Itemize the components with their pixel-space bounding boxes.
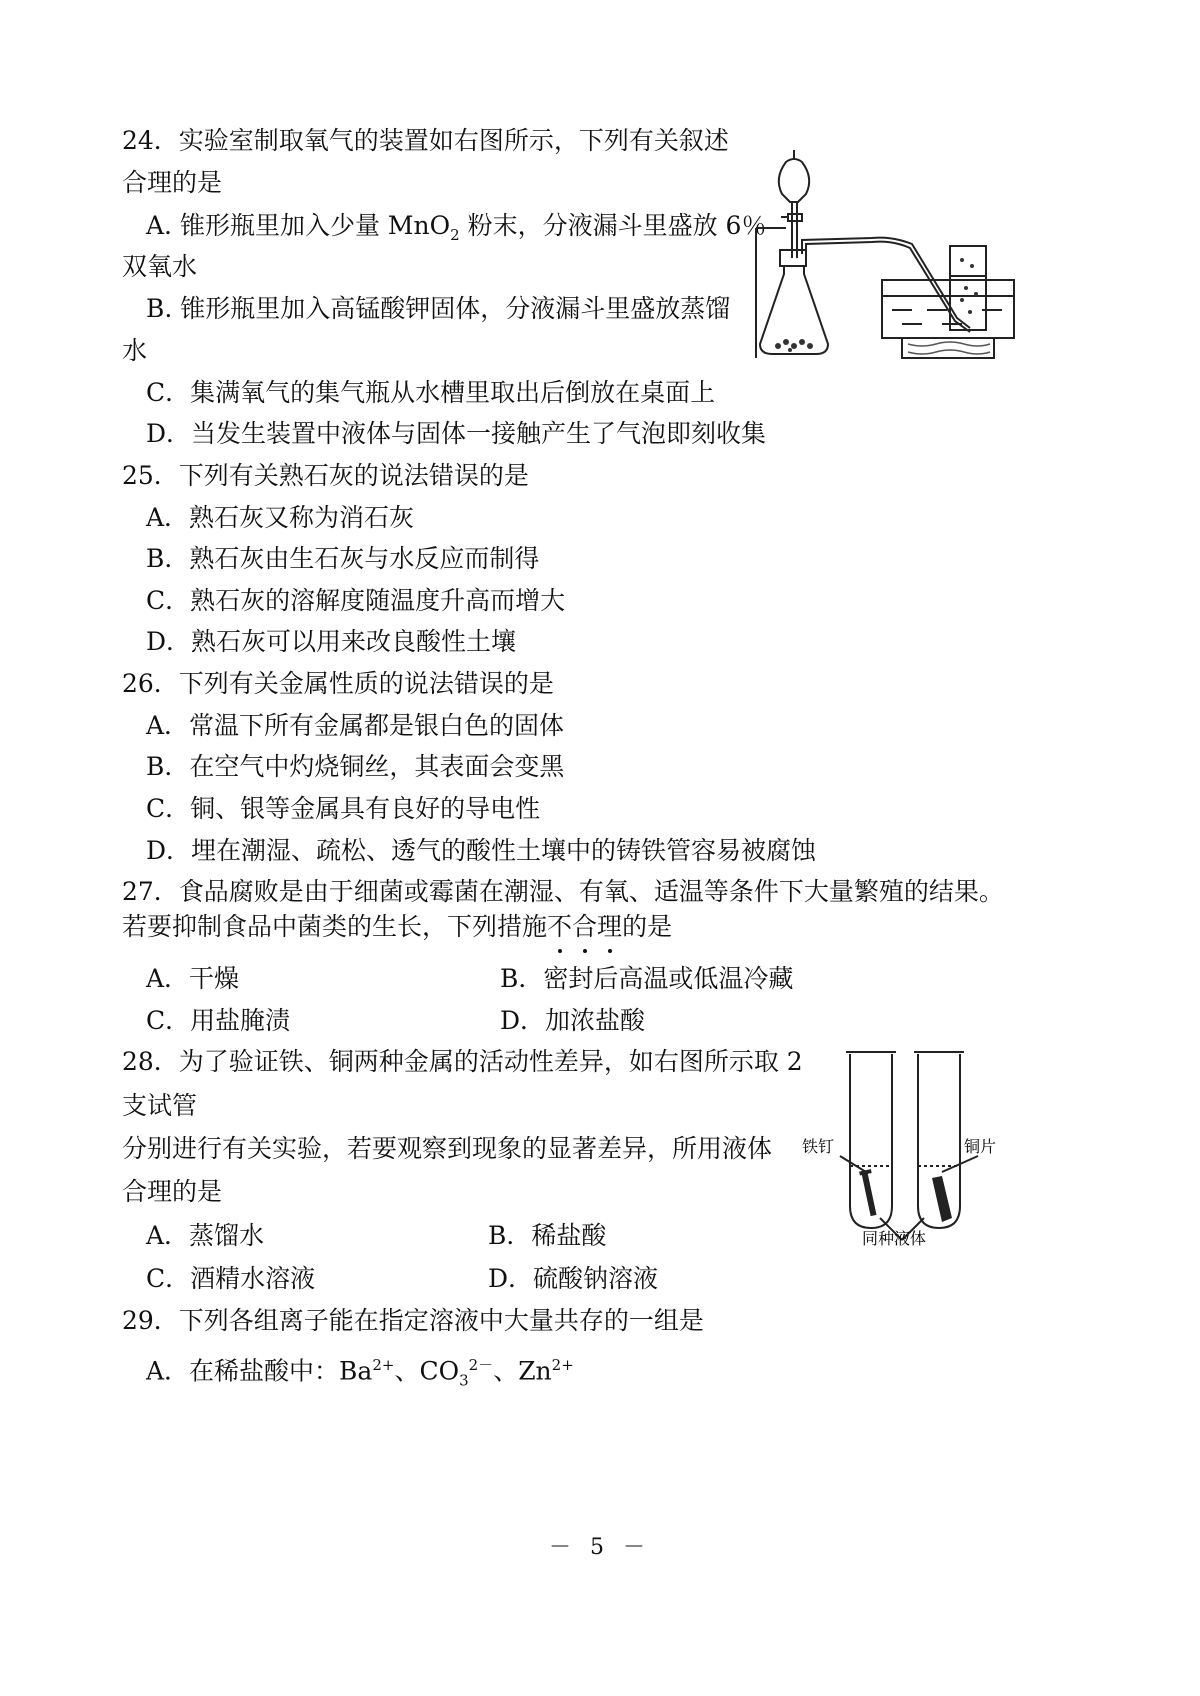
q26-option-a: A．常温下所有金属都是银白色的固体 [146, 711, 565, 740]
q24-option-a-cont: 双氧水 [122, 252, 198, 281]
test-tubes-figure [800, 1048, 1002, 1246]
page-number: － 5 － [549, 1535, 651, 1560]
q29-stem: 29．下列各组离子能在指定溶液中大量共存的一组是 [122, 1306, 704, 1335]
q24-stem-line2: 合理的是 [122, 168, 223, 197]
q27-option-b: B．密封后高温或低温冷藏 [500, 964, 794, 993]
q26-option-c: C．铜、银等金属具有良好的导电性 [146, 794, 541, 823]
q24-option-a: A. 锥形瓶里加入少量 MnO$_2$ 粉末，分液漏斗里盛放 6％ [146, 211, 767, 244]
q27-stem-line2: 若要抑制食品中菌类的生长，下列措施不合理的是 [122, 912, 673, 941]
q25-option-a: A．熟石灰又称为消石灰 [146, 503, 415, 532]
q28-stem-line3: 分别进行有关实验，若要观察到现象的显著差异，所用液体 [122, 1134, 773, 1163]
q27-stem-line1: 27．食品腐败是由于细菌或霉菌在潮湿、有氧、适温等条件下大量繁殖的结果。 [122, 877, 1004, 906]
q24-option-b-cont: 水 [122, 336, 148, 365]
q25-option-d: D．熟石灰可以用来改良酸性土壤 [146, 627, 517, 656]
q25-option-c: C．熟石灰的溶解度随温度升高而增大 [146, 586, 566, 615]
emphasis-char-2: 合 [572, 912, 598, 941]
q25-option-b: B．熟石灰由生石灰与水反应而制得 [146, 544, 540, 573]
q28-option-b: B．稀盐酸 [488, 1221, 607, 1250]
q24-stem-line1: 24．实验室制取氧气的装置如右图所示，下列有关叙述 [122, 126, 729, 155]
label-iron-nail: 铁钉 [802, 1137, 835, 1156]
oxygen-apparatus-figure [752, 148, 1018, 360]
q28-option-c: C．酒精水溶液 [146, 1264, 316, 1293]
q25-stem: 25．下列有关熟石灰的说法错误的是 [122, 461, 529, 490]
q28-stem-line4: 合理的是 [122, 1177, 223, 1206]
q27-option-d: D．加浓盐酸 [500, 1006, 646, 1035]
q28-stem-line1: 28．为了验证铁、铜两种金属的活动性差异，如右图所示取 2 [122, 1047, 803, 1076]
q24-option-b: B. 锥形瓶里加入高锰酸钾固体，分液漏斗里盛放蒸馏 [146, 294, 731, 323]
q26-option-d: D．埋在潮湿、疏松、透气的酸性土壤中的铸铁管容易被腐蚀 [146, 836, 817, 865]
label-copper-sheet: 铜片 [964, 1137, 997, 1156]
q24-option-d: D．当发生装置中液体与固体一接触产生了气泡即刻收集 [146, 419, 767, 448]
q26-option-b: B．在空气中灼烧铜丝，其表面会变黑 [146, 752, 565, 781]
q29-option-a: A．在稀盐酸中：$Ba^{2+}$、$CO_3^{2-}$、$Zn^{2+}$ [146, 1356, 574, 1390]
q28-stem-line2: 支试管 [122, 1091, 198, 1120]
label-same-liquid: 同种液体 [862, 1229, 927, 1246]
emphasis-char-3: 理 [597, 912, 623, 941]
q26-stem: 26．下列有关金属性质的说法错误的是 [122, 669, 554, 698]
q24-option-c: C．集满氧气的集气瓶从水槽里取出后倒放在桌面上 [146, 378, 716, 407]
q27-option-c: C．用盐腌渍 [146, 1006, 291, 1035]
q27-option-a: A．干燥 [146, 964, 240, 993]
emphasis-char-1: 不 [547, 912, 573, 941]
q28-option-a: A．蒸馏水 [146, 1221, 265, 1250]
q28-option-d: D．硫酸钠溶液 [488, 1264, 659, 1293]
